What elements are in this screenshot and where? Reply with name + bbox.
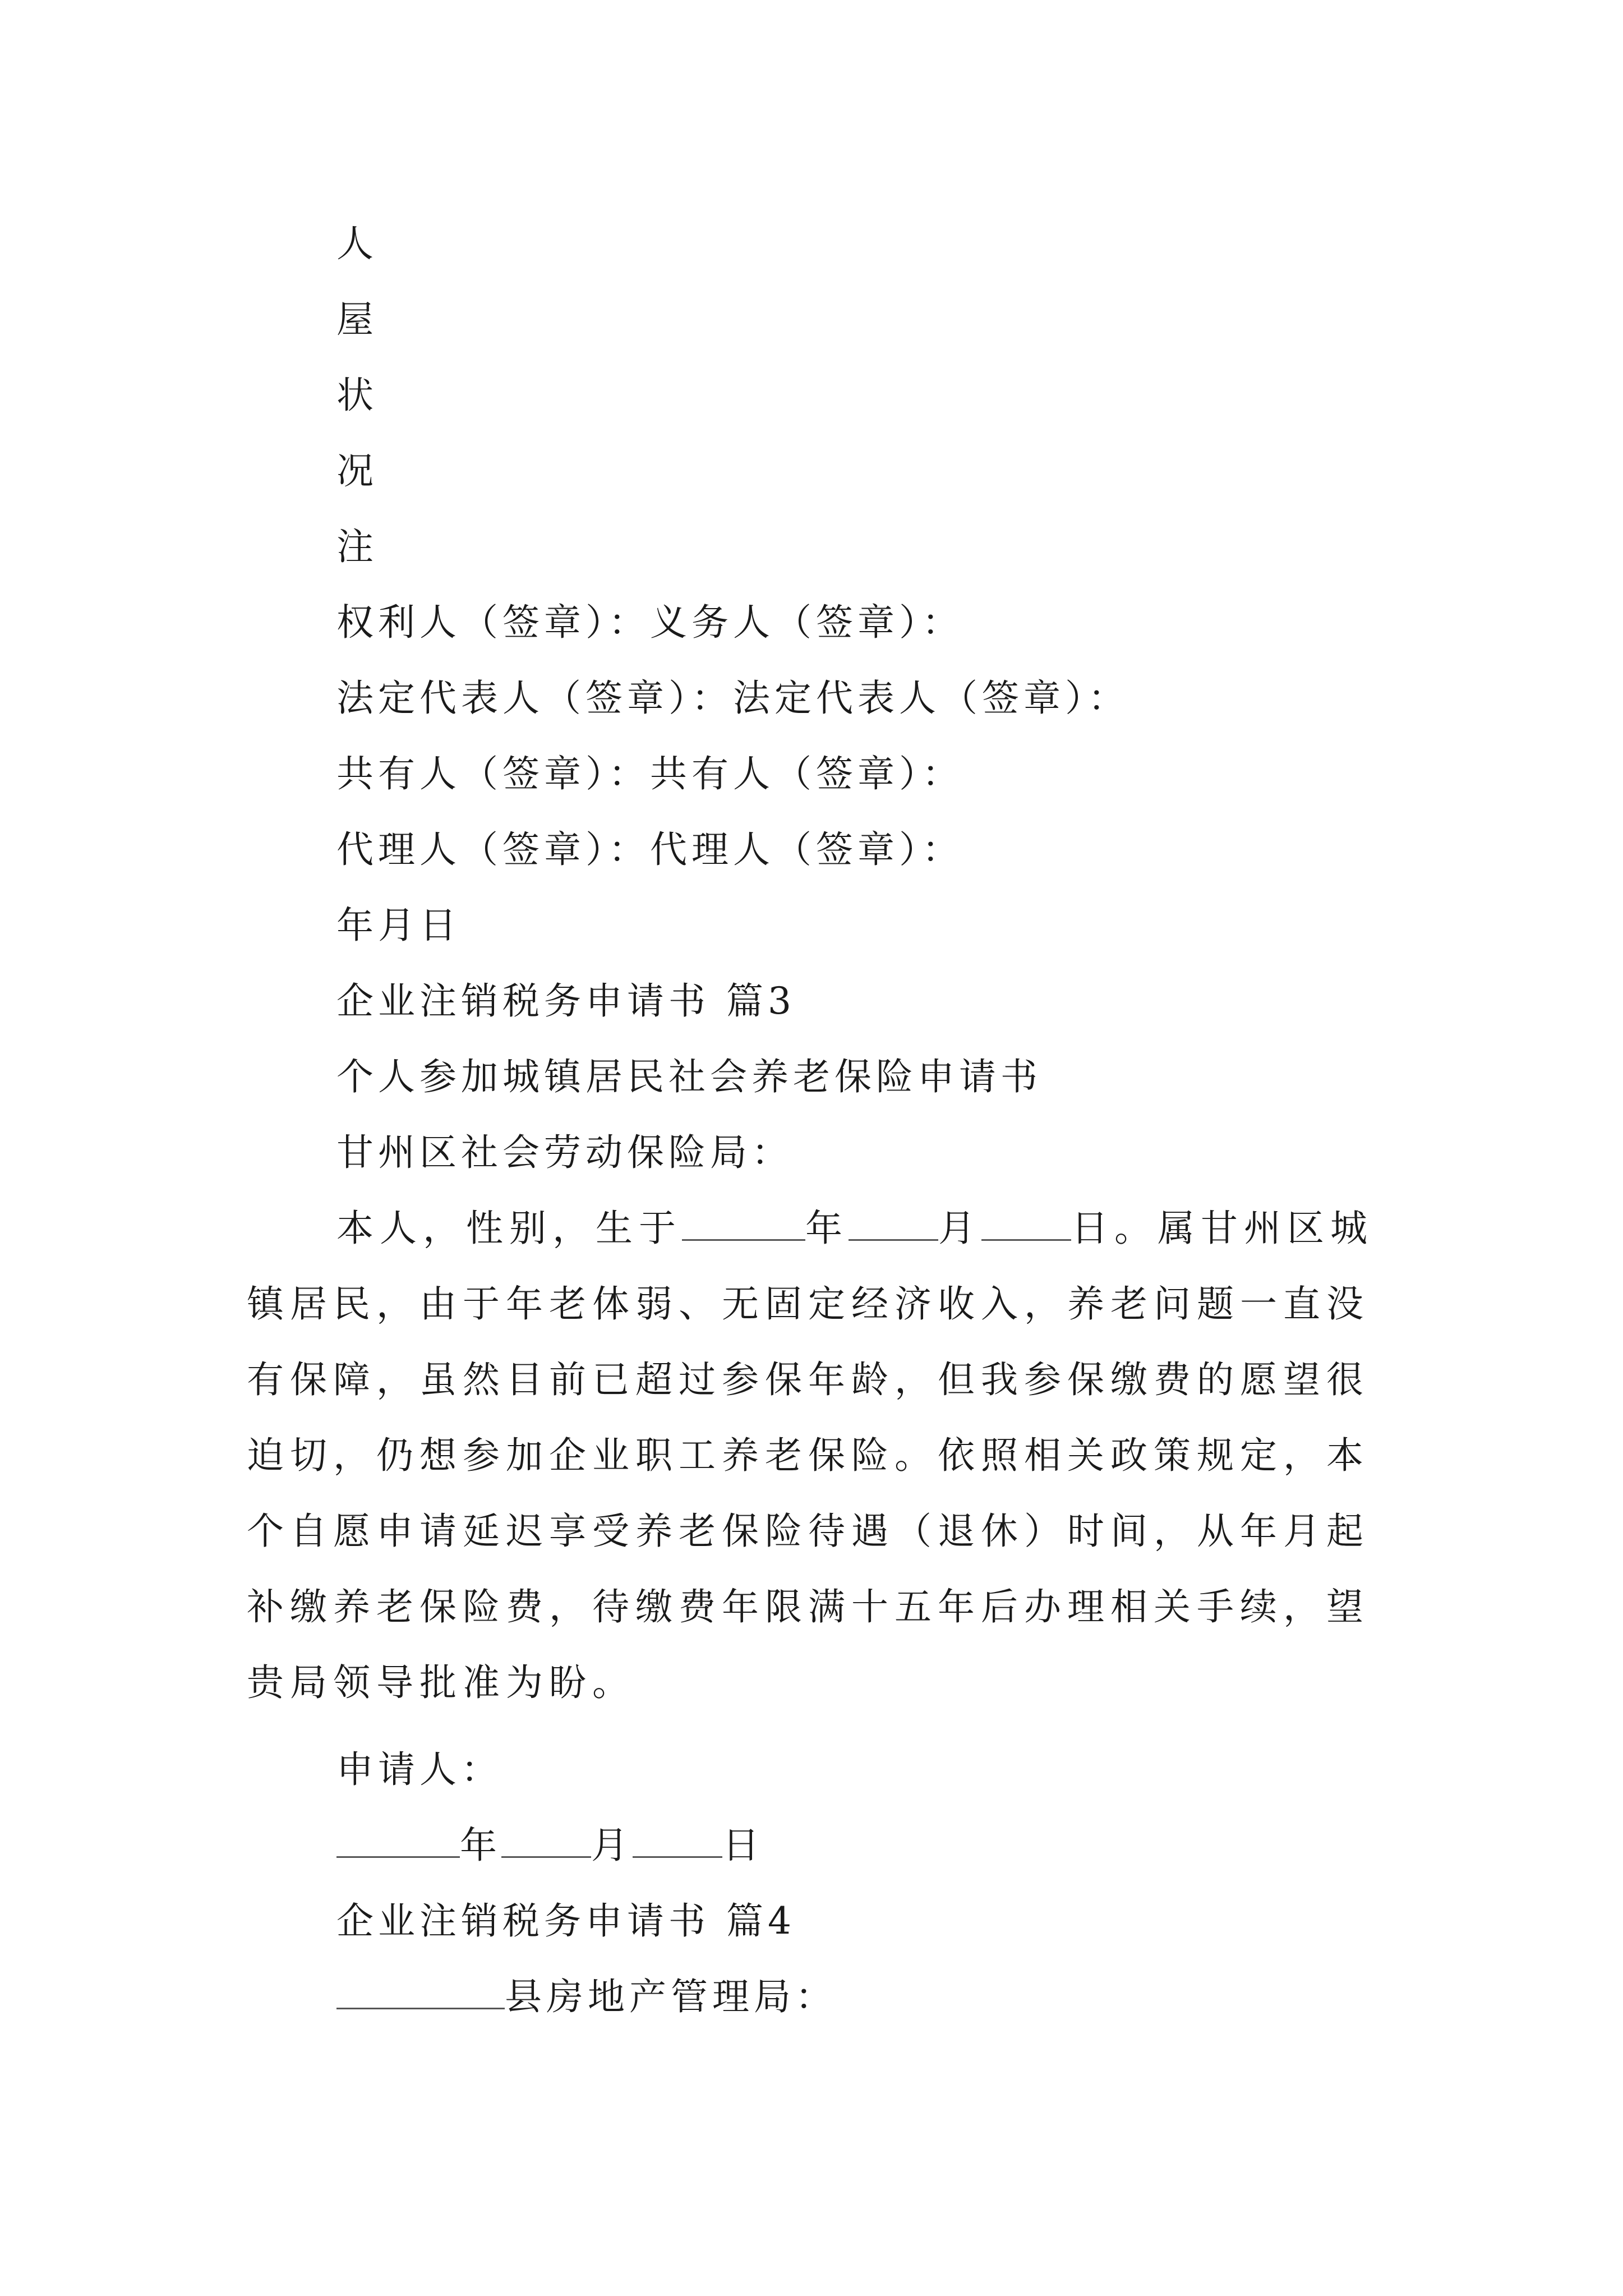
date-year-blank [336,1824,460,1858]
date-year: 年 [460,1824,501,1867]
paragraph-year: 年 [805,1207,849,1250]
county-name-blank [336,1975,505,2009]
section3-paragraph-line-1 [336,1206,1373,1251]
signature-date: 年月日 [336,904,461,947]
section3-paragraph-line-6: 补缴养老保险费，待缴费年限满十五年后办理相关手续，望 [247,1585,1370,1628]
date-month: 月 [591,1824,633,1867]
section3-addressee: 甘州区社会劳动保险局： [336,1131,793,1174]
section3-paragraph-line-2: 镇居民，由于年老体弱、无固定经济收入，养老问题一直没 [247,1282,1370,1326]
section3-heading: 企业注销税务申请书 篇3 [336,979,796,1023]
section4-addressee-line [336,1975,837,2019]
signature-row-2: 法定代表人（签章）：法定代表人（签章）： [336,677,1129,720]
vertical-char-3: 状 [336,374,378,417]
section3-paragraph-line-4: 迫切，仍想参加企业职工养老保险。依照相关政策规定，本 [247,1434,1370,1477]
paragraph-start: 本人，性别，生于 [336,1207,682,1250]
section3-paragraph-line-7: 贵局领导批准为盼。 [247,1661,635,1704]
birth-month-blank [849,1207,938,1241]
signature-row-1: 权利人（签章）：义务人（签章）： [336,601,963,644]
vertical-char-2: 屋 [336,298,378,341]
vertical-char-5: 注 [336,525,378,568]
date-month-blank [501,1824,591,1858]
birth-day-blank [981,1207,1071,1241]
vertical-char-4: 况 [336,449,378,493]
section4-addressee: 县房地产管理局： [505,1975,837,2018]
section3-applicant: 申请人： [336,1748,502,1791]
section3-title: 个人参加城镇居民社会养老保险申请书 [336,1055,1042,1098]
signature-row-3: 共有人（签章）：共有人（签章）： [336,752,963,795]
date-day: 日 [722,1824,764,1867]
section4-heading: 企业注销税务申请书 篇4 [336,1899,796,1943]
signature-row-4: 代理人（签章）：代理人（签章）： [336,828,963,871]
vertical-char-1: 人 [336,222,378,265]
section3-paragraph-line-3: 有保障，虽然目前已超过参保年龄，但我参保缴费的愿望很 [247,1358,1370,1401]
section3-paragraph-line-5: 个自愿申请延迟享受养老保险待遇（退休）时间，从年月起 [247,1510,1370,1553]
paragraph-day-rest: 日。属甘州区城 [1071,1207,1373,1250]
section3-date-line [336,1823,764,1868]
paragraph-month: 月 [938,1207,981,1250]
date-day-blank [633,1824,722,1858]
birth-year-blank [682,1207,805,1241]
